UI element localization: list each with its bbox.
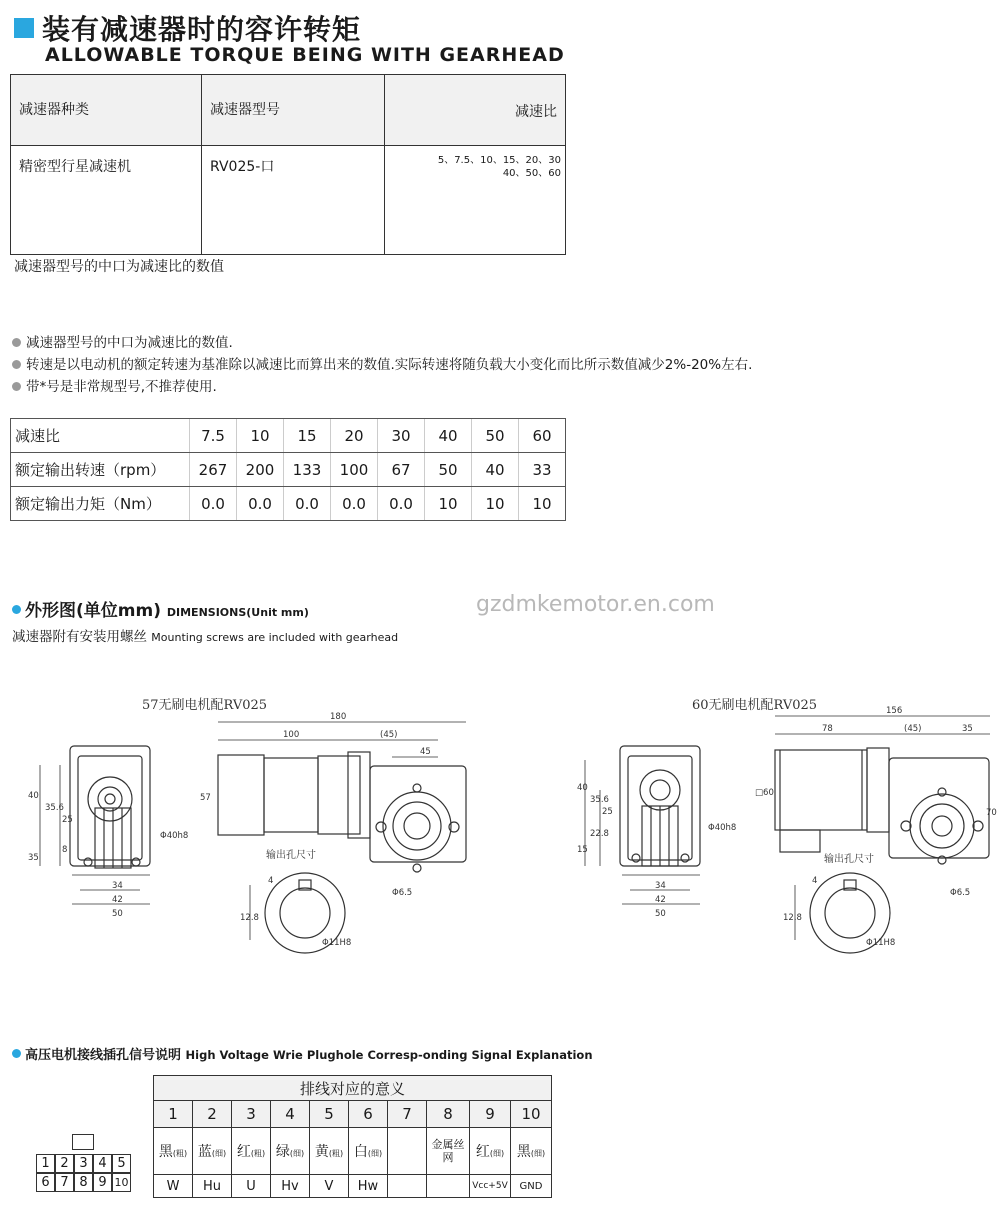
right-front-view (585, 746, 700, 904)
dim-40-r: 40 (577, 783, 588, 793)
dim-50: 50 (112, 909, 123, 919)
dim-60-r: □60 (755, 788, 774, 798)
right-drawing-caption: 60无刷电机配RV025 (692, 698, 818, 713)
connector-pin: 7 (55, 1173, 74, 1192)
dim-228-r: 22.8 (590, 829, 609, 839)
left-drawing-caption: 57无刷电机配RV025 (142, 698, 268, 713)
dim-phi65-r: Φ6.5 (950, 888, 971, 898)
dim-42: 42 (112, 895, 123, 905)
dim-356-r: 35.6 (590, 795, 609, 805)
table-row: 减速比 7.5 10 15 20 30 40 50 60 (11, 419, 566, 453)
connector-pin: 2 (55, 1154, 74, 1173)
header-ratio: 减速比 (385, 75, 566, 146)
dim-45: 45 (420, 747, 431, 757)
dim-8: 8 (62, 845, 68, 855)
dim-50-r: 50 (655, 909, 666, 919)
model-note: 减速器型号的中口为减速比的数值 (14, 259, 224, 275)
watermark: gzdmkemotor.en.com (476, 592, 715, 617)
table-row: 额定输出力矩（Nm） 0.0 0.0 0.0 0.0 0.0 10 10 10 (11, 487, 566, 521)
dim-57: 57 (200, 793, 211, 803)
list-item: 减速器型号的中口为减速比的数值. (12, 332, 752, 354)
list-item: 转速是以电动机的额定转速为基准除以减速比而算出来的数值.实际转速将随负载大小变化而比所示数值减少2%-20%左右. (12, 354, 752, 376)
connector-pin: 8 (74, 1173, 93, 1192)
dim-35-r: 35 (962, 724, 973, 734)
dim-total: 180 (330, 712, 347, 722)
table-row: 1 2 3 4 5 6 7 8 9 10 (154, 1101, 552, 1128)
table-row: 额定输出转速（rpm） 267 200 133 100 67 50 40 33 (11, 453, 566, 487)
dim-42-r: 42 (655, 895, 666, 905)
dim-356: 35.6 (45, 803, 64, 813)
dim-s128-r: 12.8 (783, 913, 802, 923)
wiring-table (153, 1075, 552, 1198)
dim-s11: Φ11H8 (322, 938, 352, 948)
dim-phi40: Φ40h8 (160, 831, 189, 841)
dim-p45: (45) (380, 730, 398, 740)
connector-pin: 6 (36, 1173, 55, 1192)
shaft-label: 输出孔尺寸 (266, 850, 316, 861)
dim-34: 34 (112, 881, 123, 891)
page-title-en: ALLOWABLE TORQUE BEING WITH GEARHEAD (45, 44, 565, 66)
page-title: 装有减速器时的容许转矩 (14, 8, 361, 48)
dim-total-r: 156 (886, 706, 903, 716)
bullet-icon (12, 1049, 21, 1058)
dim-70-r: 70 (986, 808, 997, 818)
dim-p45-r: (45) (904, 724, 922, 734)
connector-pin: 9 (93, 1173, 112, 1192)
connector-pin: 1 (36, 1154, 55, 1173)
connector-pin: 5 (112, 1154, 131, 1173)
dim-40: 40 (28, 791, 39, 801)
header-model: 减速器型号 (202, 75, 385, 146)
table-row: W Hu U Hv V Hw Vcc+5V GND (154, 1175, 552, 1198)
shaft-label-r: 输出孔尺寸 (824, 854, 874, 865)
dim-25-r: 25 (602, 807, 613, 817)
cell-model: RV025-口 (202, 146, 385, 255)
dim-34-r: 34 (655, 881, 666, 891)
connector-pin: 4 (93, 1154, 112, 1173)
cell-ratios: 5、7.5、10、15、20、30 40、50、60 (385, 146, 566, 255)
header-type: 减速器种类 (11, 75, 202, 146)
mounting-note: 减速器附有安装用螺丝 Mounting screws are included with gearhead (12, 629, 399, 645)
cell-type: 精密型行星减速机 (11, 146, 202, 255)
connector-pin: 3 (74, 1154, 93, 1173)
dim-s128: 12.8 (240, 913, 259, 923)
list-item: 带*号是非常规型号,不推荐使用. (12, 376, 752, 398)
left-side-view (218, 722, 466, 872)
wiring-table-title: 排线对应的意义 (154, 1076, 552, 1101)
connector-latch-icon (72, 1134, 94, 1150)
dim-motor-r: 78 (822, 724, 833, 734)
dim-phi40-r: Φ40h8 (708, 823, 737, 833)
dim-35: 35 (28, 853, 39, 863)
dim-s11-r: Φ11H8 (866, 938, 896, 948)
dim-25: 25 (62, 815, 73, 825)
dim-s4: 4 (268, 876, 274, 886)
right-side-view (775, 716, 990, 864)
wiring-heading: 高压电机接线插孔信号说明 High Voltage Wrie Plughole Corresp-onding Signal Explanation (12, 1044, 593, 1063)
dim-phi65: Φ6.5 (392, 888, 413, 898)
connector-pin: 10 (112, 1173, 131, 1192)
table-row: 黑(粗) 蓝(细) 红(粗) 绿(细) 黄(粗) 白(细) 金属丝网 红(细) 黑(细) (154, 1128, 552, 1175)
dimensions-heading: 外形图(单位mm) DIMENSIONS(Unit mm) (12, 596, 309, 621)
left-front-view (40, 746, 150, 904)
dim-motor: 100 (283, 730, 300, 740)
dim-15-r: 15 (577, 845, 588, 855)
dim-s4-r: 4 (812, 876, 818, 886)
